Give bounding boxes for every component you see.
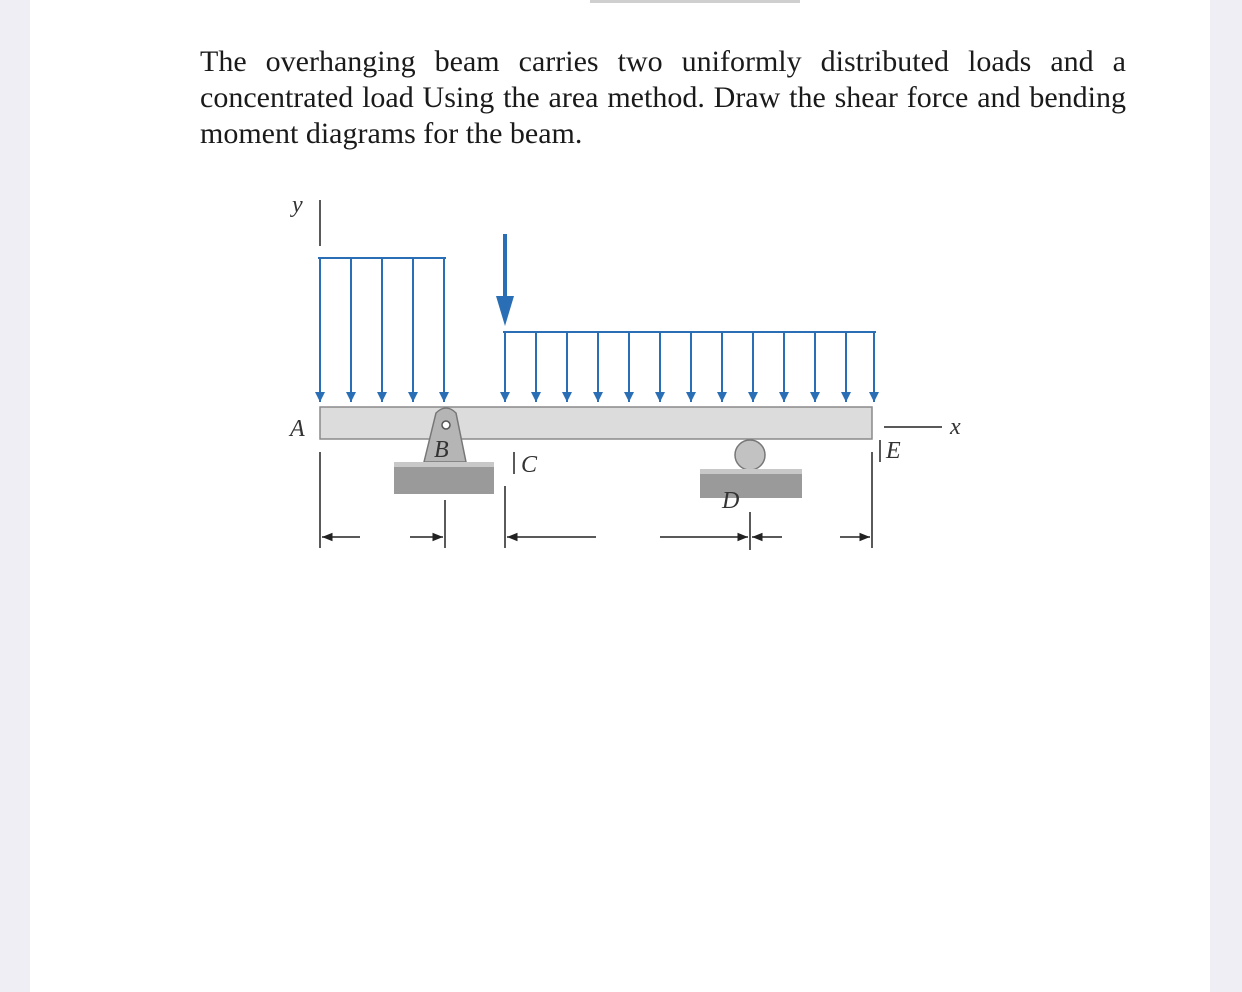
distributed-load-2 <box>503 332 876 402</box>
distributed-load-1 <box>318 258 446 402</box>
label-a: A <box>290 416 305 442</box>
x-axis-label: x <box>950 414 961 440</box>
label-d: D <box>722 488 740 514</box>
x-axis <box>884 414 961 440</box>
label-b: B <box>434 437 449 463</box>
problem-statement: The overhanging beam carries two uniformly distributed loads and a concentrated load Using the area method. Draw the shear force and bending moment diagrams for the beam. <box>200 45 1126 150</box>
roller-support-d <box>700 440 802 498</box>
label-e: E <box>886 438 901 464</box>
y-axis-label: y <box>292 192 303 218</box>
y-axis <box>290 192 320 246</box>
beam <box>320 407 872 439</box>
concentrated-load <box>496 234 514 326</box>
label-c: C <box>521 452 538 478</box>
